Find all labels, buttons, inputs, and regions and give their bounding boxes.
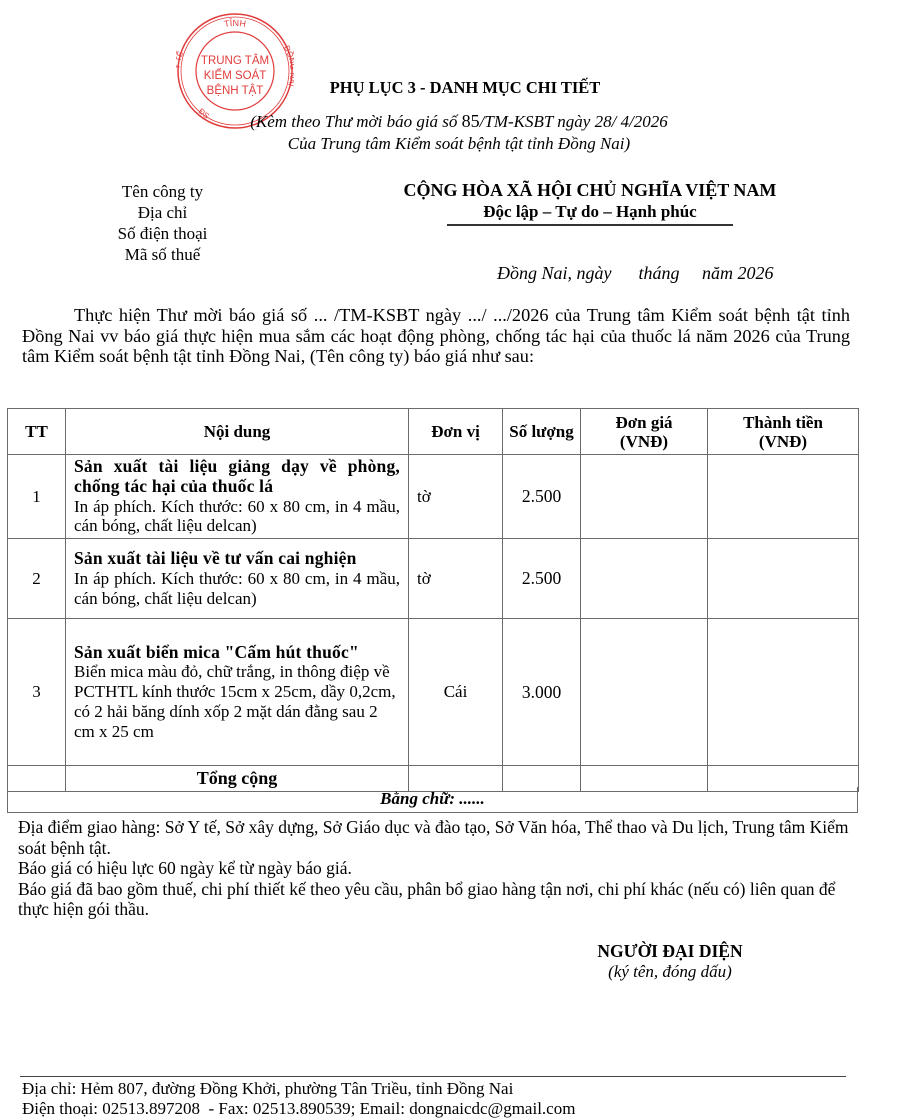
stamp-ring-top-text: TỈNH xyxy=(223,17,247,30)
stamp-line-3: BỆNH TẬT xyxy=(206,85,264,97)
company-info-block xyxy=(100,181,225,265)
table-row xyxy=(8,455,859,539)
row-tt: 3 xyxy=(8,619,66,766)
row-quantity: 2.500 xyxy=(503,539,581,619)
row-content xyxy=(66,455,409,539)
stamp-line-2: KIỂM SOÁT xyxy=(203,70,267,82)
subtitle-prefix: (Kèm theo Thư mời báo giá số xyxy=(250,112,462,131)
item-name: Sản xuất tài liệu giảng dạy về phòng, chống tác hại của thuốc lá xyxy=(74,456,400,496)
footer-contact: Điện thoại: 02513.897208 - Fax: 02513.890539; Email: dongnaicdc@gmail.com xyxy=(22,1099,576,1118)
row-quantity: 2.500 xyxy=(503,455,581,539)
intro-paragraph xyxy=(22,305,850,367)
date-line: Đồng Nai, ngày tháng năm 2026 xyxy=(497,263,774,283)
header-content: Nội dung xyxy=(66,409,409,455)
note-validity: Báo giá có hiệu lực 60 ngày kể từ ngày báo giá. xyxy=(18,858,352,878)
company-tax-label: Mã số thuế xyxy=(124,245,201,264)
item-detail: In áp phích. Kích thước: 60 x 80 cm, in 4 mầu, cán bóng, chất liệu delcan) xyxy=(74,496,400,536)
subtitle-issuer: Của Trung tâm Kiểm soát bệnh tật tỉnh Đồng Nai) xyxy=(287,134,631,153)
stamp-ring-right-text: Đ xyxy=(282,43,293,54)
row-tt: 2 xyxy=(8,539,66,619)
intro-text: Thực hiện Thư mời báo giá số ... /TM-KSBT ngày .../ .../2026 của Trung tâm Kiểm soát bệnh tật tỉnh Đồng Nai vv báo giá thực hiện mua sắm các hoạt động phòng, chống tác hại của thuốc lá năm 2026 của Trung tâm Kiểm soát bệnh tật tỉnh Đồng Nai, (Tên công ty) báo giá như sau: xyxy=(22,305,850,366)
page-title: PHỤ LỤC 3 - DANH MỤC CHI TIẾT xyxy=(329,78,601,97)
stamp-ring-left-text: Ế xyxy=(176,49,186,59)
company-address-label: Địa chỉ xyxy=(137,203,188,222)
item-name: Sản xuất biển mica "Cấm hút thuốc" xyxy=(74,641,359,662)
row-quantity: 3.000 xyxy=(503,619,581,766)
row-content xyxy=(66,619,409,766)
note-delivery: Địa điểm giao hàng: Sở Y tế, Sở xây dựng, Sở Giáo dục và đào tạo, Sở Văn hóa, Thể thao và Du lịch, Trung tâm Kiểm soát bệnh tật. xyxy=(18,817,849,858)
table-header-row xyxy=(8,409,859,455)
company-name-label: Tên công ty xyxy=(121,182,204,201)
row-content xyxy=(66,539,409,619)
row-unit: tờ xyxy=(409,539,503,619)
row-amount[interactable] xyxy=(708,539,859,619)
subtitle-reference xyxy=(0,111,900,132)
footer-divider xyxy=(20,1076,846,1077)
header-tt: TT xyxy=(8,409,66,455)
signature-note: (ký tên, đóng dấu) xyxy=(608,962,732,981)
footer-address: Địa chỉ: Hẻm 807, đường Đồng Khởi, phường Tân Triều, tỉnh Đồng Nai xyxy=(22,1079,514,1098)
table-row xyxy=(8,619,859,766)
row-unit-price[interactable] xyxy=(581,455,708,539)
row-unit: Cái xyxy=(409,619,503,766)
stamp-ring-bottom-text: ĐS xyxy=(196,106,212,121)
nation-name: CỘNG HÒA XÃ HỘI CHỦ NGHĨA VIỆT NAM xyxy=(403,180,777,200)
letter-number: 85 xyxy=(461,111,480,131)
item-name: Sản xuất tài liệu về tư vấn cai nghiện xyxy=(74,547,357,568)
signature-title: NGƯỜI ĐẠI DIỆN xyxy=(597,941,743,961)
row-amount[interactable] xyxy=(708,619,859,766)
row-unit-price[interactable] xyxy=(581,619,708,766)
notes-block xyxy=(18,817,856,920)
item-detail: In áp phích. Kích thước: 60 x 80 cm, in 4 mầu, cán bóng, chất liệu delcan) xyxy=(74,568,400,608)
note-inclusions: Báo giá đã bao gồm thuế, chi phí thiết kế theo yêu cầu, phân bổ giao hàng tận nơi, chi phí khác (nếu có) liên quan để thực hiện gói thầu. xyxy=(18,878,836,919)
row-unit-price[interactable] xyxy=(581,539,708,619)
nation-motto: Độc lập – Tự do – Hạnh phúc xyxy=(483,202,697,221)
header-unit: Đơn vị xyxy=(409,409,503,455)
subtitle-mid: /TM-KSBT ngày xyxy=(479,112,595,131)
header-quantity: Số lượng xyxy=(503,409,581,455)
footer xyxy=(22,1079,575,1119)
row-tt: 1 xyxy=(8,455,66,539)
amount-in-words: Bằng chữ: ...... xyxy=(7,787,858,813)
row-unit: tờ xyxy=(409,455,503,539)
letter-date: 28/ 4/2026 xyxy=(594,112,668,131)
quotation-table xyxy=(7,408,859,792)
company-phone-label: Số điện thoại xyxy=(117,224,208,243)
item-detail: Biển mica màu đỏ, chữ trắng, in thông điệp về PCTHTL kính thước 15cm x 25cm, dầy 0,2cm, có 2 hải băng dính xốp 2 mặt dán đằng sau 2 cm x 25 cm xyxy=(74,662,396,741)
table-row xyxy=(8,539,859,619)
header-amount: Thành tiền (VNĐ) xyxy=(708,409,859,455)
row-amount[interactable] xyxy=(708,455,859,539)
total-label: Tổng cộng xyxy=(66,766,409,792)
motto-underline xyxy=(447,224,733,226)
header-unit-price: Đơn giá (VNĐ) xyxy=(581,409,708,455)
stamp-line-1: TRUNG TÂM xyxy=(200,55,270,67)
svg-text:TỈNH xyxy=(223,17,246,29)
